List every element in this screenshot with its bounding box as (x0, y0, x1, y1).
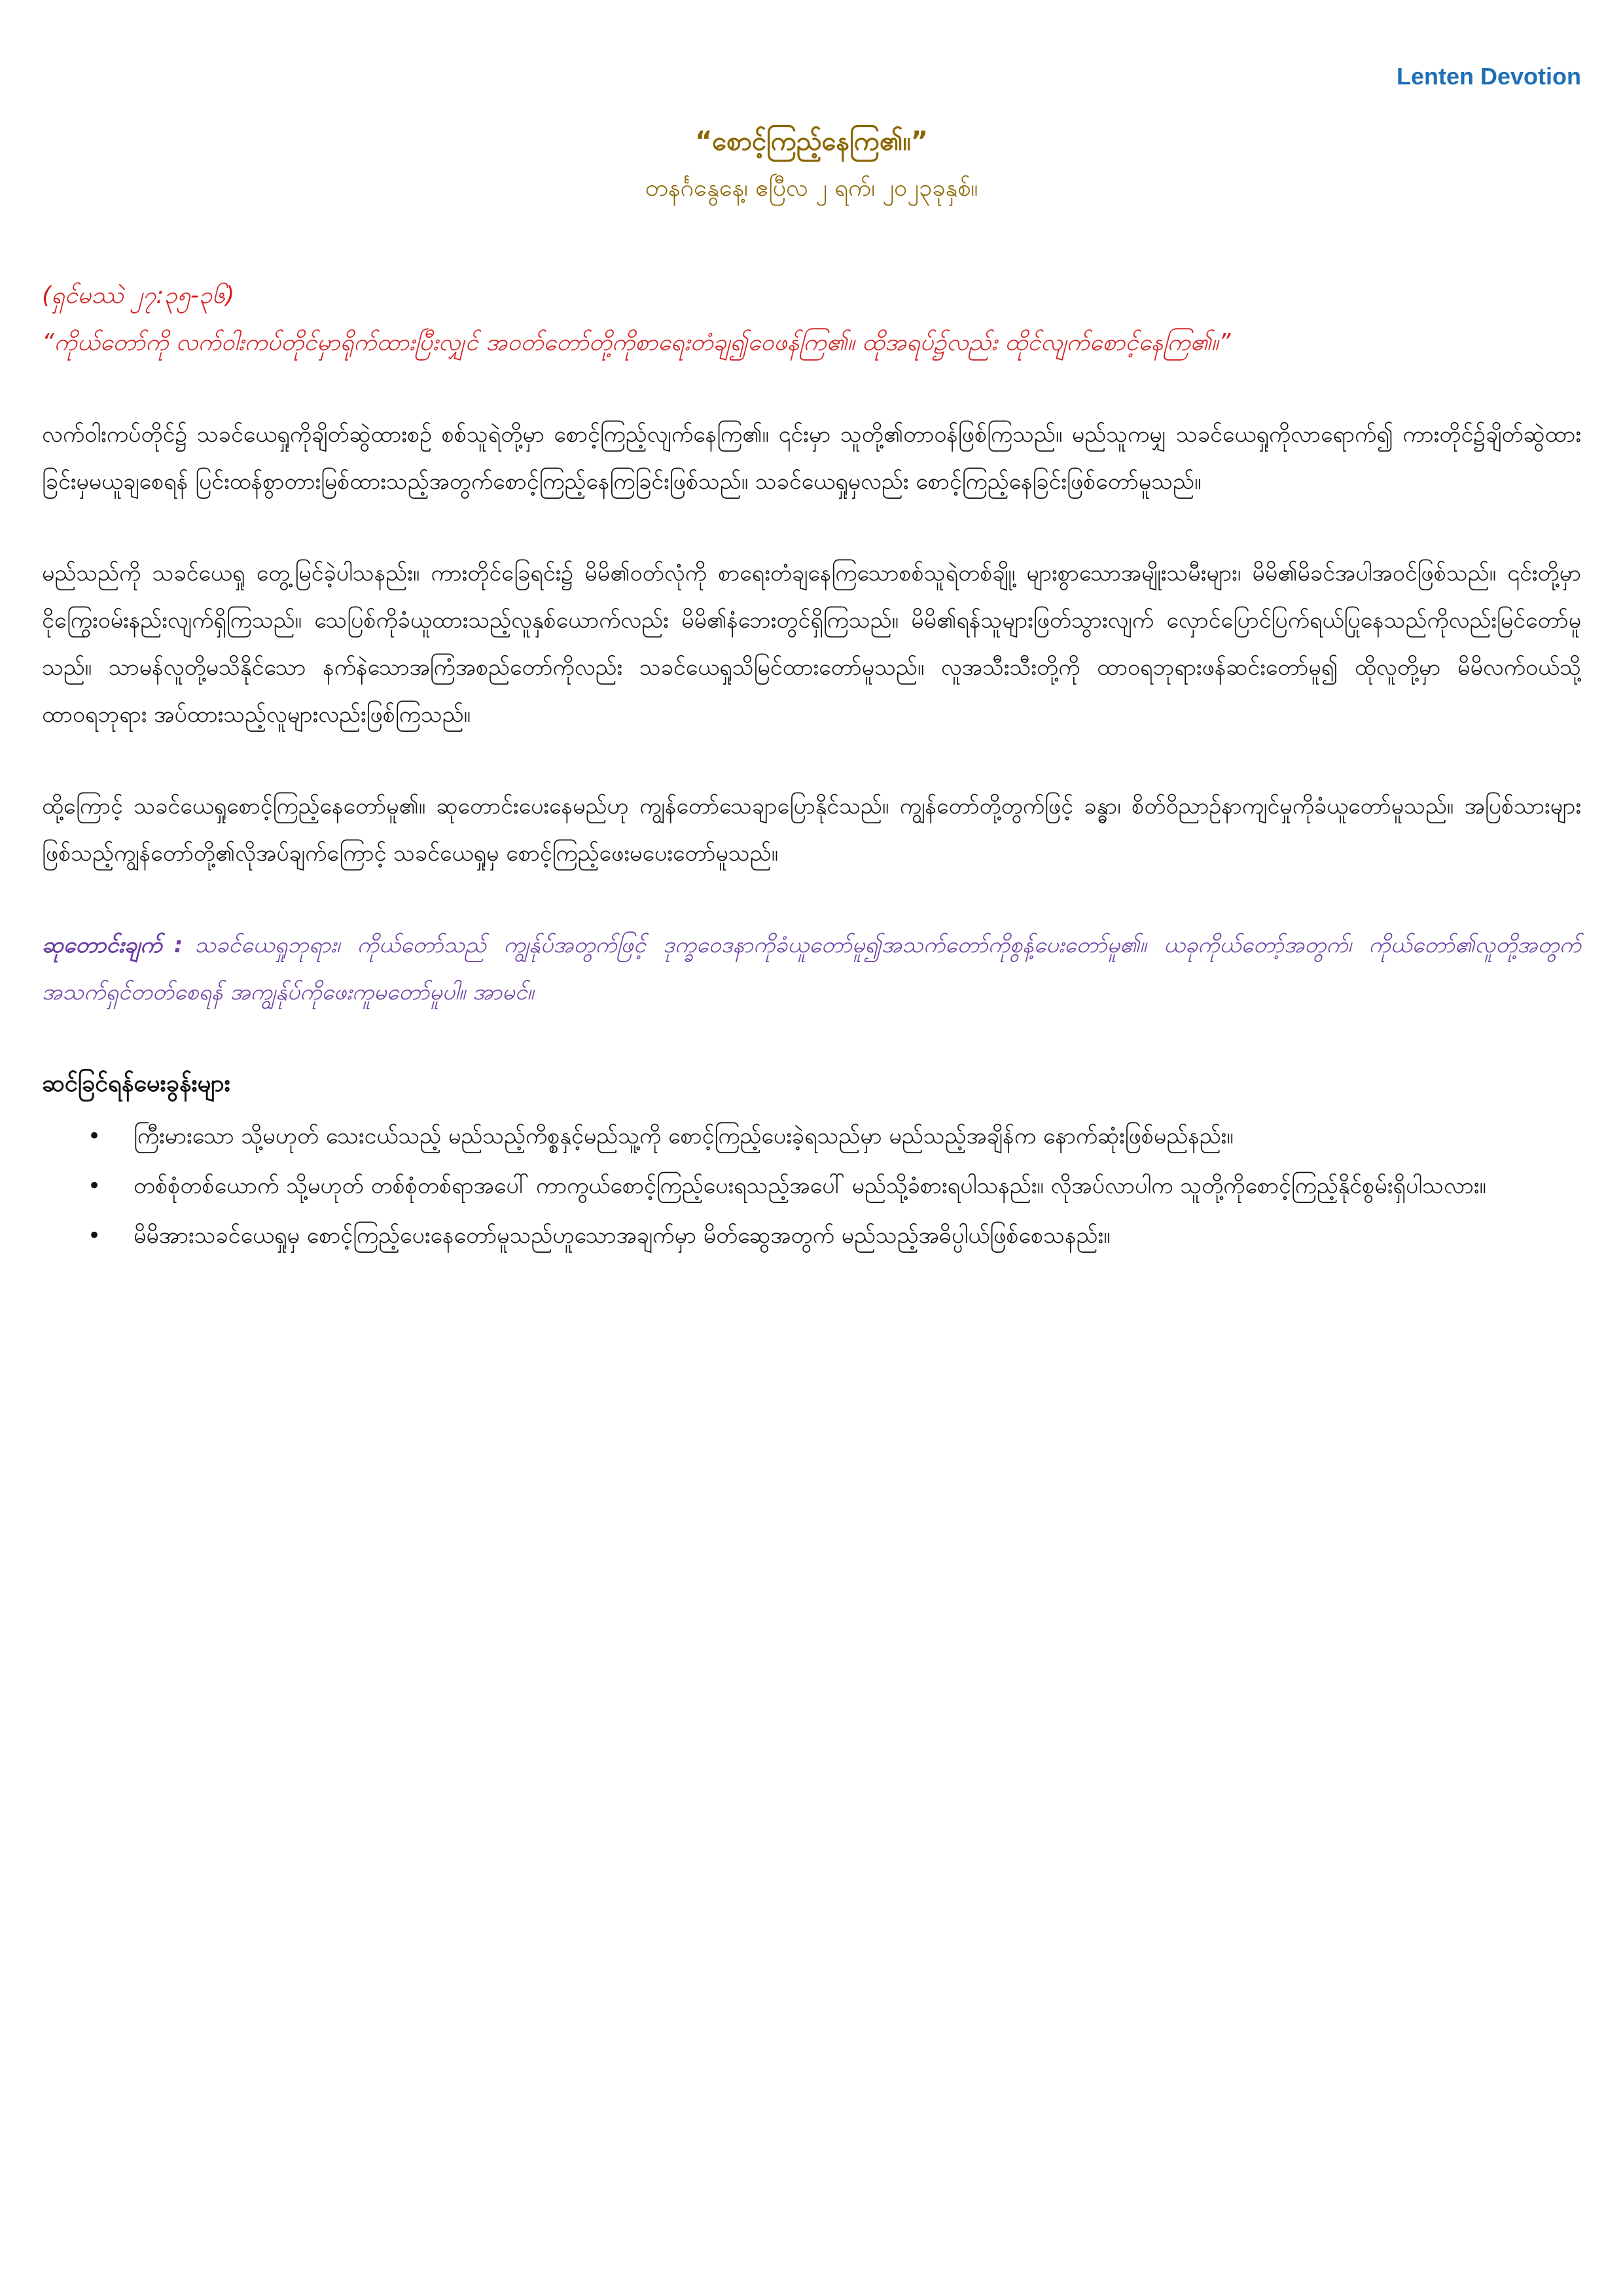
header-tag: Lenten Devotion (1396, 63, 1581, 90)
page-title: “စောင့်ကြည့်နေကြ၏။” (695, 126, 928, 156)
prayer-separator: : (173, 932, 183, 958)
question-text: မိမိအားသခင်ယေရှုမှ စောင့်ကြည့်ပေးနေတော်မူသည်ဟူသောအချက်မှာ မိတ်ဆွေအတွက် မည်သည့်အဓိပ္ပါယ်ဖြစ်စေသနည်း။ (134, 1223, 1111, 1249)
list-item (88, 1162, 1581, 1210)
date-line: တနင်္ဂနွေနေ့၊ ဧပြီလ ၂ ရက်၊ ၂၀၂၃ခုနှစ်။ (645, 175, 978, 202)
list-item (88, 1113, 1581, 1160)
bullet-icon: • (88, 1173, 101, 1199)
bullet-icon: • (88, 1223, 101, 1249)
prayer-label: ဆုတောင်းချက် (42, 932, 162, 958)
paragraph-2: မည်သည်ကို သခင်ယေရှု တွေ့မြင်ခဲ့ပါသနည်း။ ကားတိုင်ခြေရင်း၌ မိမိ၏ဝတ်လုံကို စာရေးတံချနေကြသောစစ်သူရဲတစ်ချို့၊ များစွာသောအမျိုးသမီးများ၊ မိမိ၏မိခင်အပါအဝင်ဖြစ်သည်။ ၎င်းတို့မှာ ငိုကြွေးဝမ်းနည်းလျက်ရှိကြသည်။ သေပြစ်ကိုခံယူထားသည့်လူနှစ်ယောက်လည်း မိမိ၏နံဘေးတွင်ရှိကြသည်။ မိမိ၏ရန်သူများဖြတ်သွားလျက် လှောင်ပြောင်ပြက်ရယ်ပြုနေသည်ကိုလည်းမြင်တော်မူသည်။ သာမန်လူတို့မသိနိုင်သော နက်နဲသောအကြံအစည်တော်ကိုလည်း သခင်ယေရှုသိမြင်ထားတော်မူသည်။ လူအသီးသီးတို့ကို ထာဝရဘုရားဖန်ဆင်းတော်မူ၍ ထိုလူတို့မှာ မိမိလက်ဝယ်သို့ ထာဝရဘုရား အပ်ထားသည့်လူများလည်းဖြစ်ကြသည်။ (42, 560, 1581, 728)
question-text: ကြီးမားသော သို့မဟုတ် သေးငယ်သည့် မည်သည့်ကိစ္စနှင့်မည်သူ့ကို စောင့်ကြည့်ပေးခဲ့ရသည်မှာ မည်သည့်အချိန်က နောက်ဆုံးဖြစ်မည်နည်း။ (134, 1123, 1234, 1149)
prayer-text: သခင်ယေရှုဘုရား၊ ကိုယ်တော်သည် ကျွန်ုပ်အတွက်ဖြင့် ဒုက္ခဝေဒနာကိုခံယူတော်မူ၍အသက်တော်ကိုစွန့်ပေးတော်မူ၏။ ယခုကိုယ်တော့်အတွက်၊ ကိုယ်တော်၏လူတို့အတွက် အသက်ရှင်တတ်စေရန် အကျွန်ုပ်ကိုဖေးကူမတော်မူပါ။ အာမင်။ (42, 932, 1581, 1005)
question-text: တစ်စုံတစ်ယောက် သို့မဟုတ် တစ်စုံတစ်ရာအပေါ် ကာကွယ်စောင့်ကြည့်ပေးရသည့်အပေါ် မည်သို့ခံစားရပါသနည်း။ လိုအပ်လာပါက သူတို့ကိုစောင့်ကြည့်နိုင်စွမ်းရှိပါသလား။ (134, 1173, 1486, 1199)
list-item (88, 1212, 1581, 1259)
scripture-block (42, 272, 1581, 367)
paragraph-1: လက်ဝါးကပ်တိုင်၌ သခင်ယေရှုကိုချိတ်ဆွဲထားစဉ် စစ်သူရဲတို့မှာ စောင့်ကြည့်လျက်နေကြ၏။ ၎င်းမှာ သူတို့၏တာဝန်ဖြစ်ကြသည်။ မည်သူကမျှ သခင်ယေရှုကိုလာရောက်၍ ကားတိုင်၌ချိတ်ဆွဲထားခြင်းမှမယူချစေရန် ပြင်းထန်စွာတားမြစ်ထားသည့်အတွက်စောင့်ကြည့်နေကြခြင်းဖြစ်သည်။ သခင်ယေရှုမှလည်း စောင့်ကြည့်နေခြင်းဖြစ်တော်မူသည်။ (42, 422, 1581, 495)
scripture-reference: (ရှင်မဿဲ ၂၇:၃၅-၃၆) (42, 282, 235, 309)
questions-list (42, 1113, 1581, 1259)
questions-heading: ဆင်ခြင်ရန်မေးခွန်းများ (42, 1070, 230, 1097)
bullet-icon: • (88, 1123, 101, 1149)
paragraph-3: ထို့ကြောင့် သခင်ယေရှုစောင့်ကြည့်နေတော်မူ၏။ ဆုတောင်းပေးနေမည်ဟု ကျွန်တော်သေချာပြောနိုင်သည်။ ကျွန်တော်တို့တွက်ဖြင့် ခန္ဓာ၊ စိတ်ဝိညာဉ်နာကျင်မှုကိုခံယူတော်မူသည်။ အပြစ်သားများဖြစ်သည့်ကျွန်တော်တို့၏လိုအပ်ချက်ကြောင့် သခင်ယေရှုမှ စောင့်ကြည့်ဖေးမပေးတော်မူသည်။ (42, 793, 1581, 867)
prayer-block (42, 922, 1581, 1016)
scripture-quote: “ကိုယ်တော်ကို လက်ဝါးကပ်တိုင်မှာရိုက်ထားပြီးလျှင် အဝတ်တော်တို့ကိုစာရေးတံချ၍ဝေဖန်ကြ၏။ ထိုအရပ်၌လည်း ထိုင်လျက်စောင့်နေကြ၏။” (42, 329, 1231, 356)
